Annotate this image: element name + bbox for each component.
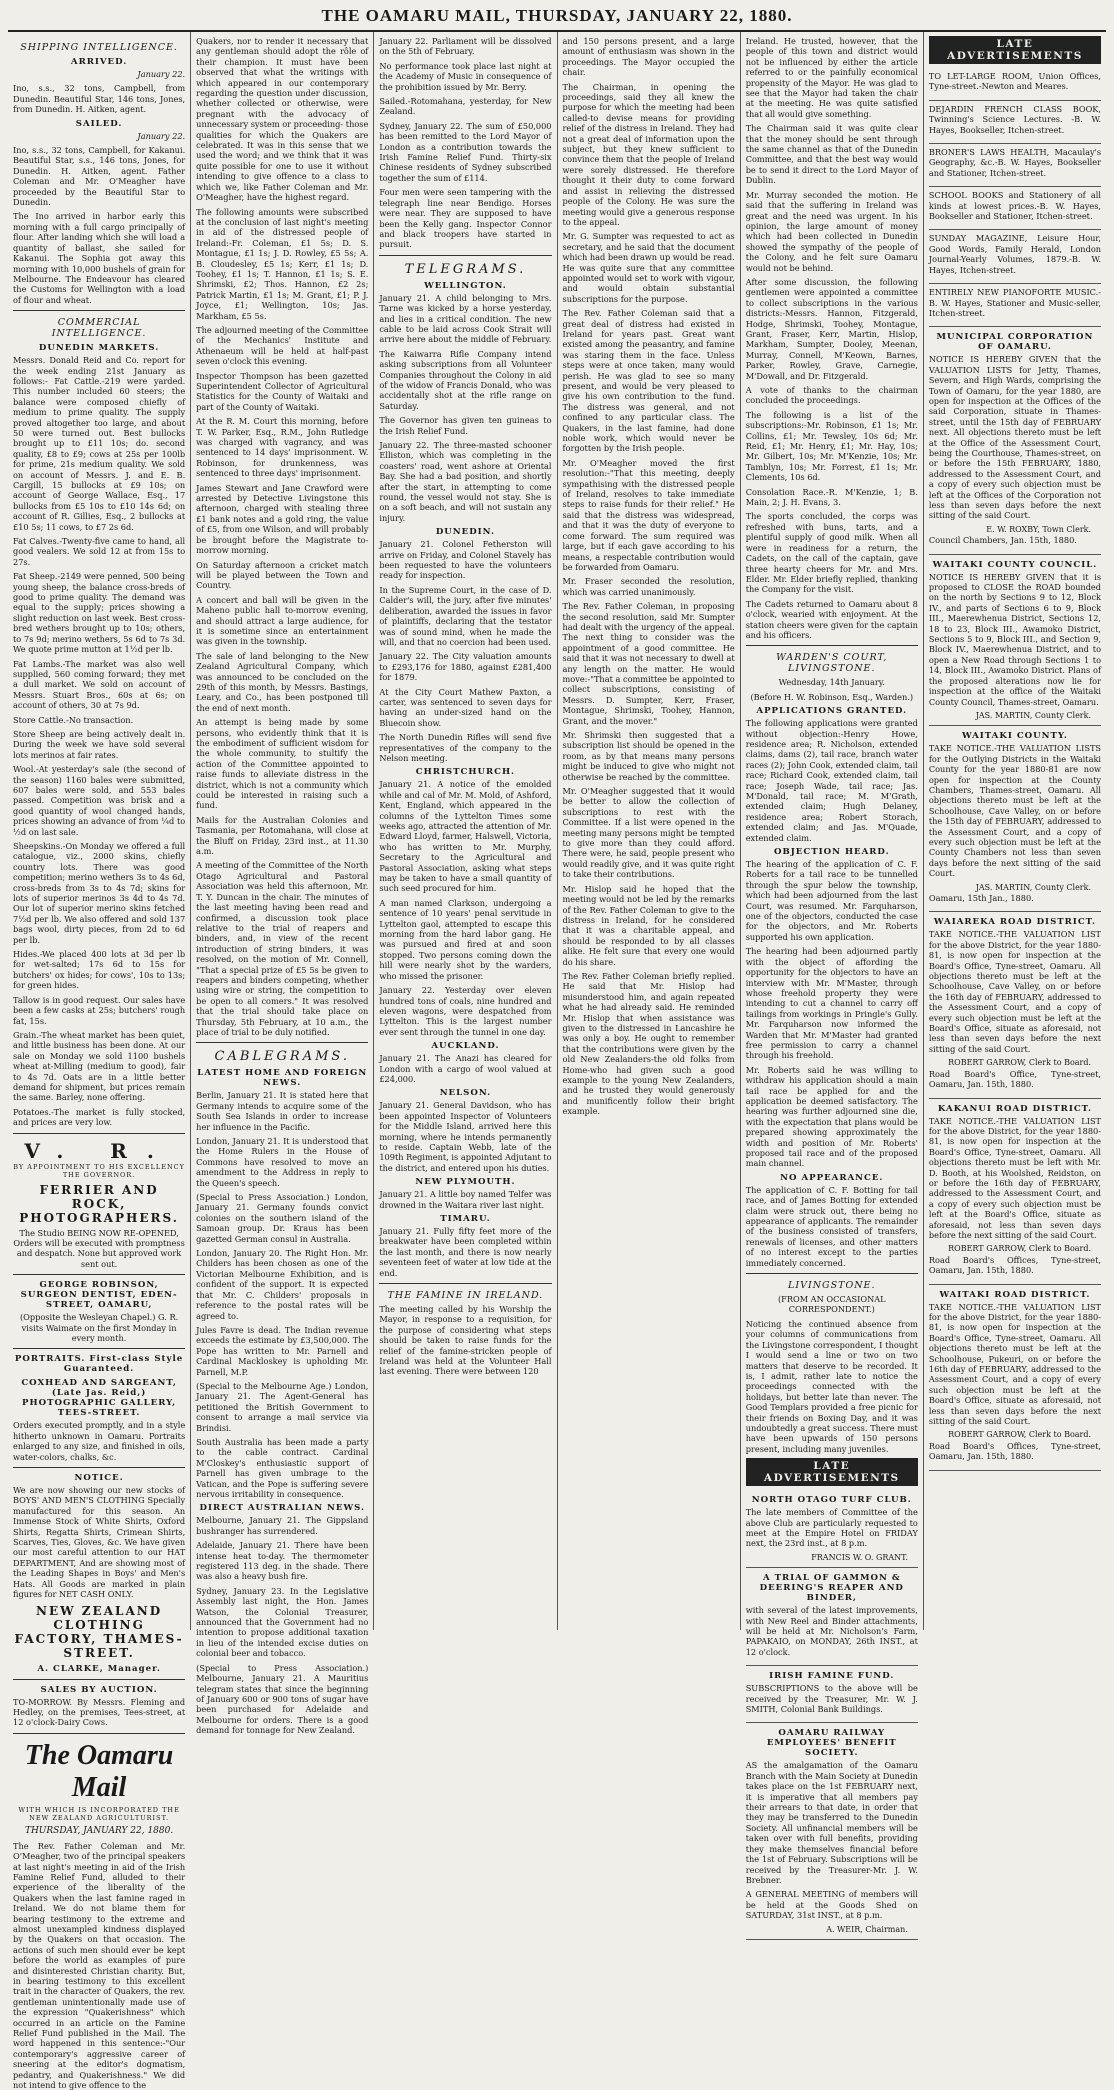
cable-special: (Special to Press Association.) London, January 21. Germany founds convict colonies on the southern island of the Samoan group. Dr. Kraus has been gazetted German consul in Australia. (196, 1192, 369, 1244)
cable-special-2: (Special to the Melbourne Age.) London, January 21. The Agent-General has petitioned the British Government to consent to arrange a mail service via Brindisi. (196, 1380, 369, 1433)
direct-melbourne: Melbourne, January 21. The Gippsland bushranger has surrendered. (196, 1515, 369, 1536)
meeting-text-10: Mr. Hislop said he hoped that the meeting would not be led by the remarks of the Rev. Father Coleman to give to the distress in Ireland, for he considered that it was a charitable appeal, and should be responded to by all classes alike. He felt sure that every one would do his share. (562, 883, 735, 967)
waiareka-signature: ROBERT GARROW, Clerk to Board. (948, 1058, 1092, 1068)
nelson-heading: NELSON. (439, 1088, 492, 1099)
kakanui-signature: ROBERT GARROW, Clerk to Board. (948, 1244, 1092, 1254)
column-2 (191, 32, 374, 1736)
leader-text: The Rev. Father Coleman and Mr. O'Meagher, two of the principal speakers at last night's meeting in aid of the Irish Famine Relief Fund, alluded to their experience of the liberality of the Quakers when the last famine raged in Ireland. We do not blame them for bearing testimony to the extreme and almost unexampled kindness displayed by the Quakers on that occasion. The actions of such men should ever be kept before the world as examples of pure and disinterested Christian charity. But, in bearing testimony to this excellent trait in the character of Quakers, the rev. gentleman unintentionally made use of the expression "Quakerishness" which occurred in an article on the Famine Relief Fund published in the Mail. The word happened in this sentence:-"Our contemporary's aggressive career of sneering at the editor's dogmatism, pedantry, and Quakerishness." We did not intend to give offence to the (13, 1840, 186, 2090)
royal-crest: V. R. (24, 1138, 174, 1163)
ad-to-let-text: TO LET-LARGE ROOM, Union Offices, Tyne-street.-Newton and Meares. (928, 71, 1102, 92)
inspector-text: Inspector Thompson has been gazetted Superintendent Collector of Agricultural Statistics for the County of Waitaki and part of the County of Waitaki. (196, 370, 369, 412)
ad-pianoforte-text: ENTIRELY NEW PIANOFORTE MUSIC.-B. W. Hayes, Stationer and Music-seller, Itchen-street. (928, 287, 1102, 318)
fat-lambs: Fat Lambs.-The market was also well supplied, 560 coming forward; they met a dull market. We sold on account of Messrs. Stuart Bros., 60s at 6s; on account of others, 30 at 7s 9d. (13, 658, 186, 711)
livingstone-heading: LIVINGSTONE. (788, 1280, 876, 1292)
commercial-heading: COMMERCIAL INTELLIGENCE. (51, 317, 147, 340)
arrived-text: Ino, s.s., 32 tons, Campbell, from Dunedin. Beautiful Star, 146 tons, Jones, from Dunedin. H. Aitken, agent. (13, 83, 186, 115)
trial-ad (746, 1568, 918, 1666)
ferrier-text: The Studio BEING NOW RE-OPENED, Orders will be executed with promptness and despatch. None but approved work sent out. (13, 1227, 185, 1269)
ferrier-heading: FERRIER AND ROCK, PHOTOGRAPHERS. (19, 1182, 179, 1225)
meeting-text-8: Mr. Shrimski then suggested that a subscription list should be opened in the room, as by that means many persons might be induced to give who might not otherwise be reached by the committee. (562, 730, 735, 782)
wardens-sub: (Before H. W. Robinson, Esq., Warden.) (750, 691, 914, 702)
arrived-date: January 22. (137, 69, 186, 79)
wool: Wool.-At yesterday's sale (the second of the season) 1160 bales were submitted, 607 bales were sold, and 553 bales passed. Competition was brisk and a good quantity of wool changed hands, prices showing an advance of from ¼d to ½d on last sale. (13, 764, 186, 837)
nelson-text: January 21. General Davidson, who has been appointed Inspector of Volunteers for the Middle Island, arrived here this morning, where he intends permanently to reside. Captain Webb, late of the 109th Regiment, is appointed Adjutant to the district, and entered upon his duties. (379, 1100, 552, 1173)
dunedin-heading: DUNEDIN. (435, 527, 495, 538)
cable-jules: Jules Favre is dead. The Indian revenue exceeds the estimate by £3,500,000. The Pope has written to Mr. Parnell and Cardinal Mackloskey is upholding Mr. Parnell, M.P. (196, 1324, 369, 1377)
irish-fund-ad (746, 1666, 918, 1723)
divider (13, 310, 185, 311)
column-4 (558, 32, 741, 1630)
cable-melbourne: London, January 20. The Right Hon. Mr. Childers has been chosen as one of the Victorian Melbourne Exhibition, and is confident of the support. It is expected that Mr. C. Childers' proposals in reference to the postal rates will be agreed to. (196, 1248, 369, 1321)
fat-calves: Fat Calves.-Twenty-five came to hand, all good vealers. We sold 12 at from 15s to 27s. (13, 536, 186, 567)
tallow: Tallow is in good request. Our sales have been a few casks at 25s; butchers' rough fat, 15s. (13, 994, 186, 1026)
consolation-text: Consolation Race.-R. M'Kenzie, 1; B. Main, 2; J. H. Evans, 3. (745, 486, 918, 508)
meeting-text-2: The Chairman, in opening the proceedings, said they all knew the purpose for which the meeting had been called-to devise means for providing relief of the distress in Ireland. They had not a great deal of information upon the subject, but they knew sufficient to convince them that the people of Ireland were sorely distressed. He therefore thought it their duty to come forward and assist in relieving the distressed people of the Colony. He was sure the meeting would give a generous response to the appeal. (562, 81, 735, 227)
waitaki2-text: TAKE NOTICE.-THE VALUATION LISTS for the Outlying Districts in the Waitaki County for the year 1880-81 are now open for inspection at the County Chambers, Thames-street, Oamaru. All objections thereto must be left at the Schoolhouse, Cave Valley, on or before the 15th day of FEBRUARY, addressed to the Assessment Court, and a copy of every such objection must be left at the County Chambers not less than seven days before the next sitting of the said Court. (928, 743, 1102, 879)
municipal-date: Council Chambers, Jan. 15th, 1880. (928, 535, 1077, 546)
wroad-signature: ROBERT GARROW, Clerk to Board. (948, 1430, 1092, 1440)
columns (8, 32, 1106, 2090)
famine-text: The meeting called by his Worship the Mayor, in response to a requisition, for the purpose of considering what steps should be taken to raise funds for the relief of the famine-stricken people of Ireland was held at the Volunteer Hall last evening. There were between 120 (379, 1304, 552, 1377)
applications-heading: APPLICATIONS GRANTED. (756, 706, 908, 717)
waiareka-date: Road Board's Office, Tyne-street, Oamaru, Jan. 15th, 1880. (928, 1068, 1102, 1090)
supreme-text: In the Supreme Court, in the case of D. Calder's will, the jury, after five minutes' deliberation, awarded the issues in favor of plaintiffs, declaring that the testator was of sound mind, when he made the will, and that no coercion had been used. (379, 584, 552, 647)
irish-heading: IRISH FAMINE FUND. (769, 1671, 895, 1682)
kakanui-ad (929, 1099, 1101, 1285)
divider (13, 1467, 185, 1468)
store-cattle: Store Cattle.-No transaction. (13, 714, 134, 725)
railway-ad (746, 1723, 918, 1940)
meeting-text-3: Mr. G. Sumpter was requested to act as secretary, and he said that the document which had been drawn up would be read. He was quite sure that any committee appointed would set to work with vigour, and would obtain substantial subscriptions for the purpose. (562, 231, 735, 304)
weir-signature: A. WEIR, Chairman. (826, 1924, 908, 1934)
sports-note: The sports concluded, the corps was refreshed with buns, tarts, and a plentiful supply of good milk. When all were in readiness for a return, the Cadets, on the call of the captain, gave three hearty cheers for Mr. and Mrs. Elder. Mr. Elder briefly replied, thanking the Company for the visit. (745, 511, 918, 595)
meeting-text-11: The Rev. Father Coleman briefly replied. He said that Mr. Hislop had misunderstood him, and again repeated what he had already said. He reminded Mr. Hislop that when assistance was given to the distressed in Lancashire he was only a boy. He ought to remember that the contributions were given by the old New Zealanders-the old folks from Home-who had given such a good example to the young New Zealanders, and he trusted they would generously and munificently follow their bright example. (562, 970, 735, 1117)
sales-heading: SALES BY AUCTION. (40, 1684, 158, 1695)
divider (13, 1679, 185, 1680)
municipal-text: NOTICE IS HEREBY GIVEN that the VALUATION LISTS for Jetty, Thames, Severn, and High Wards, comprising the Town of Oamaru, for the year 1880, are open for inspection at the Offices of the said Corporation, situate in Thames-street, until the 15th day of FEBRUARY next. All objections thereto must be left at the Office of the Assessment Court, being the Courthouse, Thames-street, on or before the 15th FEBRUARY, 1880, addressed to the Assessment Court, and a copy of every such objection must be left at the Offices of the Corporation not less than seven days before the next sitting of the said Court. (928, 354, 1102, 521)
sailed-heading: SAILED. (75, 118, 123, 129)
col5-text-2: The Chairman said it was quite clear that the money should be sent through the same channel as that of the Dunedin Committee, and that the best way would be to send it direct to the Lord Mayor of Dublin. (745, 123, 918, 186)
auckland-heading: AUCKLAND. (431, 1041, 500, 1052)
sailed-date: January 22. (137, 130, 186, 141)
waitaki2-date: Oamaru, 15th Jan., 1880. (928, 893, 1034, 903)
waitaki2-signature: JAS. MARTIN, County Clerk. (975, 882, 1092, 892)
waitaki2-heading: WAITAKI COUNTY. (961, 731, 1068, 742)
dentist-heading: GEORGE ROBINSON, SURGEON DENTIST, EDEN-STREET, OAMARU, (20, 1280, 178, 1311)
jan22-text: January 22. Yesterday over eleven hundred tons of coals, nine hundred and eleven wagons, were despatched from Lyttelton. This is the largest number ever sent through the tunnel in one day. (379, 985, 552, 1037)
divider (746, 645, 918, 646)
potatoes: Potatoes.-The market is fully stocked, and prices are very low. (13, 1106, 186, 1128)
ad-dejardin (929, 101, 1101, 144)
kakanui-text: TAKE NOTICE.-THE VALUATION LIST for the above District, for the year 1880-81, is now open for inspection at the Board's Office, Tyne-street, Oamaru. All objections thereto must be left with Mr. D. Booth, at his Woolshed, Reidston, on or before the 16th day of FEBRUARY, addressed to the Assessment Court, and a copy of every such objection must be left at the Board's Office, situate as aforesaid, not less than seven days before the next sitting of the said Court. (928, 1115, 1102, 1240)
no-appearance-heading: NO APPEARANCE. (780, 1172, 884, 1183)
waiareka-heading: WAIAREKA ROAD DISTRICT. (933, 917, 1096, 928)
direct-sydney: Sydney, January 23. In the Legislative Assembly last night, the Hon. James Watson, the Colonial Treasurer, announced that the Government had no intention to propose additional taxation in lieu of the intended excise duties on colonial beer and tobacco. (196, 1585, 369, 1659)
sheepskins: Sheepskins.-On Monday we offered a full catalogue, viz., 2000 skins, chiefly country lots. There was good competition; merino wethers 3s to 4s 6d, cross-breds from 3s to 4s 7d; skins for lots of superior merinos 3s 4d to 4s 7d. Our lot of superior merino skins fetched 7½d per lb. We also offered and sold 137 bags wool, dirty pieces, from 2d to 6d per lb. (13, 841, 186, 945)
masthead: THE OAMARU MAIL, THURSDAY, JANUARY 22, 1880. (8, 6, 1106, 32)
waiareka-ad (929, 912, 1101, 1098)
cable-berlin: Berlin, January 21. It is stated here that Germany intends to acquire some of the South Sea Islands in order to increase her influence in the Pacific. (196, 1090, 369, 1132)
ad-to-let (929, 68, 1101, 101)
city-court-text: At the City Court Mathew Paxton, a carter, was sentenced to seven days for having an under-sized hand on the Bluecoin show. (379, 686, 552, 728)
fat-sheep: Fat Sheep.-2149 were penned, 500 being young sheep, the balance cross-breds of good to prime quality. The demand was equal to the supply; prices showing a slight reduction on last week. Best cross-bred wethers brought up to 10s; others, to 7s 9d; merino wethers, 5s 6d to 7s 3d. We quote prime mutton at 1½d per lb. (13, 571, 186, 655)
governor-text: The Governor has given ten guineas to the Irish Relief Fund. (379, 415, 552, 436)
auckland-text: January 21. The Anazi has cleared for London with a cargo of wool valued at £24,000. (379, 1053, 552, 1084)
direct-adelaide: Adelaide, January 21. There have been intense heat to-day. The thermometer registered 113 deg. in the shade. There was also a heavy bush fire. (196, 1540, 369, 1582)
col5-text-6: The following is a list of the subscriptions:-Mr. Robinson, £1 1s; Mr. Collins, £1; Mr. Tewsley, 10s 6d; Mr. Reid, £1; Mr. Henry, £1; Mr. Hay, 10s; Mr. Gilbert, 10s; Mr. M'Kenzie, 10s; Mr. Tamblyn, 10s; Mr. Forrest, £1 1s; Mr. Clements, 10s 6d. (745, 409, 918, 483)
store-sheep: Store Sheep are being actively dealt in. During the week we have sold several lots merinos at fair rates. (13, 728, 186, 760)
ad-broner (929, 144, 1101, 187)
stewart-text: James Stewart and Jane Crawford were arrested by Detective Livingstone this afternoon, charged with stealing three £1 bank notes and a gold ring, the value of £5, from one Wilson, and will probably be brought before the Magistrate to-morrow morning. (196, 482, 369, 556)
meeting-text-1: and 150 persons present, and a large amount of enthusiasm was shown in the proceedings. The Mayor occupied the chair. (562, 36, 735, 78)
turf-club-ad (746, 1490, 918, 1568)
mails-text: Mails for the Australian Colonies and Tasmania, per Rotomahana, will close at the Bluff on Friday, 23rd inst., at 11.30 a.m. (196, 814, 369, 857)
academy-text: No performance took place last night at the Academy of Music in consequence of the prohibition issued by Mr. Berry. (379, 60, 552, 92)
direct-melbourne-2: (Special to Press Association.) Melbourne, January 21. A Mauritius telegram states that since the beginning of January 600 or 900 tons of sugar have been purchased for Adelaide and Melbourne for orders. There is a good demand for tonnage for New Zealand. (196, 1662, 369, 1736)
cable-london: London, January 21. It is understood that the Home Rulers in the House of Commons have resolved to move an amendment to the Address in reply to the Queen's speech. (196, 1136, 369, 1188)
objection-text: The hearing of the application of C. F. Roberts for a tail race to be tunnelled through the spur below the township, which had been adjourned from the last Court, was resumed. Mr. Farquharson, one of the objectors, conducted the case for the objectors, and Mr. Roberts supported his own application. (745, 859, 918, 942)
divider (13, 1133, 185, 1134)
ad-school-books-text: SCHOOL BOOKS and Stationery of all kinds at lowest prices.-B. W. Hayes, Bookseller and Stationer, Itchen-street. (928, 190, 1102, 222)
wroad-text: TAKE NOTICE.-THE VALUATION LIST for the above District, for the year 1880-81, is now open for inspection at the Board's Office, Tyne-street, Oamaru. All objections thereto must be left at the Schoolhouse, Pukeuri, on or before the 16th day of FEBRUARY, addressed to the Assessment Court, and a copy of every such objection must be left at the Board's Office, situate as aforesaid, not less than seven days before the next sitting of the said Court. (928, 1301, 1102, 1427)
meeting-text-7: The Rev. Father Coleman, in proposing the second resolution, said Mr. Sumpter had dealt with the urgency of the appeal. The next thing to consider was the appointment of a good committee. He said that it was not necessary to dwell at any length on the matter. He would move:-"That a committee be appointed to collect subscriptions, consisting of Messrs. D. Sumpter, Kerr, Fraser, Montague, Shrimski, Toohey, Hannon, Grant, and the mover." (562, 601, 735, 726)
column-5 (741, 32, 924, 1934)
concert-text: A concert and ball will be given in the Maheno public hall to-morrow evening, and should attract a large audience, for it is sometime since an entertainment was given in the township. (196, 594, 369, 647)
col5-text-5: A vote of thanks to the chairman concluded the proceedings. (745, 385, 918, 406)
paper-subtitle: WITH WHICH IS INCORPORATED THE NEW ZEALAND AGRICULTURIST. (18, 1805, 180, 1822)
four-men-text: Four men were seen tampering with the telegraph line near Bendigo. Horses were near. They are supposed to have been the Kelly gang. Inspector Connor and black troopers have started in pursuit. (379, 187, 552, 250)
wellington-text: January 21. A child belonging to Mrs. Tarne was kicked by a horse yesterday, and lies in a critical condition. The new cable to be laid across Cook Strait will arrive here about the middle of February. (379, 292, 552, 345)
direct-heading: DIRECT AUSTRALIAN NEWS. (199, 1503, 365, 1514)
ad-broner-text: BRONER'S LAWS HEALTH, Macaulay's Geography, &c.-B. W. Hayes, Bookseller and Stationer, Itchen-street. (928, 147, 1102, 178)
column-6 (924, 32, 1106, 1630)
nz-clothing-heading: NEW ZEALAND CLOTHING FACTORY, THAMES-STREET. (14, 1603, 184, 1660)
irish-text: SUBSCRIPTIONS to the above will be received by the Treasurer, Mr. W. J. SMITH, Colonial Bank Buildings. (745, 1683, 918, 1715)
clarkson-text: A man named Clarkson, undergoing a sentence of 10 years' penal servitude in Lyttelton gaol, attempted to escape this morning from the hard labor gang. He was pursued and fired at and soon stopped. Two persons coming down the hill were nearly shot by the warders, who missed the prisoner. (379, 897, 552, 981)
dentist-text: (Opposite the Wesleyan Chapel.) G. R. visits Waimate on the first Monday in every month. (19, 1312, 179, 1343)
waitaki-road-ad (929, 1285, 1101, 1471)
mechanics-text: The adjourned meeting of the Committee of the Mechanics' Institute and Athenaeum will be held at half-past seven o'clock this evening. (196, 324, 369, 367)
column-3 (374, 32, 557, 1630)
divider (13, 1733, 185, 1734)
continued-text: Quakers, nor to render it necessary that any gentleman should adopt the rôle of their champion. It must have been observed that what the writings with which appeared in our contemporary regarding the question under discussion, whether collected or otherwise, were pregnant with the advocacy of unnecessary system or proceeding- those qualities for which the Quakers are celebrated. It was in this sense that we used the word; and we think that it was quite possible for one to use it without intending to give offence to a class to which we, like Father Coleman and Mr. O'Meagher, have the highest regard. (196, 36, 369, 203)
meeting-text-4: The Rev. Father Coleman said that a great deal of distress had existed in Ireland for years past. Great want existed among the peasantry, and famine was staring them in the face. Unless steps were at once taken, many would perish. He was glad to see so many present, and would be very pleased to give his own contribution to the fund. The distress was general, and not confined to any particular class. The Quakers, in the last famine, had done noble work, which would never be forgotten by the Irish people. (562, 308, 735, 454)
divider (379, 255, 551, 256)
dunedin-text: January 21. Colonel Fetherston will arrive on Friday, and Colonel Stavely has been requested to have the volunteers ready for inspection. (379, 539, 552, 581)
wellington-heading: WELLINGTON. (424, 280, 507, 291)
paper-logo: The Oamaru Mail (24, 1739, 174, 1803)
meeting-text-6: Mr. Fraser seconded the resolution, which was carried unanimously. (562, 576, 735, 597)
objection-heading: OBJECTION HEARD. (773, 847, 890, 858)
general-meeting-text: A GENERAL MEETING of members will be held at the Goods Shed on SATURDAY, 31st INST., at 8 p.m. (745, 1889, 918, 1921)
sales-text: TO-MORROW. By Messrs. Fleming and Hedley, on the premises, Tees-street, at 12 o'clock-Dairy Cows. (13, 1696, 186, 1728)
notice-text: We are now showing our new stocks of BOYS' AND MEN'S CLOTHING Specially manufactured for this season. An Immense Stock of White Shirts, Oxford Shirts, Regatta Shirts, Crimean Shirts, Scarves, Ties, Gloves, &c. We have given our most careful attention to our HAT DEPARTMENT, And are showing most of the Leading Shapes in Boys' and Men's Hats. All Goods are marked in plain figures for NET CASH ONLY. (13, 1485, 186, 1600)
wardens-heading: WARDEN'S COURT, LIVINGSTONE. (776, 652, 888, 675)
turf-signature: FRANCIS W. O. GRANT. (811, 1552, 908, 1562)
turf-heading: NORTH OTAGO TURF CLUB. (751, 1495, 912, 1506)
cable-south: South Australia has been made a party to the cable contract. Cardinal M'Closkey's enthusiastic support of Parnell has given umbrage to the Vatican, and the Pope is suffering severe nervous irritability in consequence. (196, 1436, 369, 1499)
meeting-text-5: Mr. O'Meagher moved the first resolution:-"That this meeting, deeply sympathising with the distressed people of Ireland, resolves to take immediate steps to raise funds for their relief." He said that the distress was widespread, and that it was the duty of everyone to come forward. The sum required was large, but if each gave according to his means, a respectable contribution would be forwarded from Oamaru. (562, 457, 735, 572)
waitaki-county-ad (929, 726, 1101, 912)
ad-school-books (929, 187, 1101, 230)
waitaki-text: NOTICE IS HEREBY GIVEN that it is proposed to CLOSE the ROAD bounded on the north by Sections 9 to 12, Block IV., and parts of Sections 6 to 9, Block III., Maerewhenua District, Sections 12, 18 to 23, Block III., Awamoko District, Sections 5 to 9, Block III., and Section 9, Block IV., Maerewhenua District, and to open a New Road through Sections 1 to 14, Block III., Awamoko District. Plans of the proposed alterations now lie for inspection at the office of the Waitaki County Council, Thames-street, Oamaru. (928, 571, 1102, 707)
kakanui-date: Road Board's Offices, Tyne-street, Oamaru, Jan. 15th, 1880. (928, 1254, 1102, 1276)
coxhead-text: Orders executed promptly, and in a style hitherto unknown in Oamaru. Portraits enlarged to any size, and finished in oils, water-colors, chalks, &c. (13, 1420, 186, 1462)
applications-text: The following applications were granted without objection:-Henry Howe, residence area; R. Nicholson, extended claims, dams (2), tail race, branch water races (2); John Cook, extended claim, tail race; Richard Cook, extended claim, tail race; Joseph Wade, tail race; Jas. M'Donald, tail race; M. M'Grath, extended claim; Hugh Delaney, residence area; Robert Storach, extended claim; and Jas. M'Quade, extended claim. (745, 718, 918, 843)
cadets-return: The Cadets returned to Oamaru about 8 o'clock, wearied with enjoyment. At the station cheers were given for the captain and his officers. (745, 598, 918, 640)
railway-text: AS the amalgamation of the Oamaru Branch with the Main Society at Dunedin takes place on the 1st FEBRUARY next, it is imperative that all members pay their arrears to that date, in order that they may be transferred to the Dunedin Society. All unfinancial members will be taken over with full benefits, providing they make themselves financial before the 1st of February. Subscriptions will be received by the Treasurer-Mr. J. W. Brebner. (745, 1760, 918, 1885)
objection-text-2: The hearing had been adjourned partly with the object of affording the opportunity for the objectors to have an interview with Mr. M'Master, through whose freehold property they were intending to cut a channel to carry off tailings from workings in Pringle's Gully. Mr. Farquharson now informed the Warden that Mr. M'Master had granted free permission to carry a channel through his freehold. (745, 946, 918, 1061)
livingstone-text: Noticing the continued absence from your columns of communications from the Livingstone correspondent, I thought I would send a line or two on two matters that deserve to be recorded. It is, I admit, rather late to notice the proceedings connected with the holidays, but better late than never. The Good Templars provided a free picnic for their friends on Boxing Day, and it was undoubtedly a great success. There must have been upwards of 150 persons present, including many juveniles. (745, 1318, 918, 1454)
trial-text: with several of the latest improvements, with New Reel and Binder attachments, will be held at Mr. Nicholson's Farm, PAPAKAIO, on MONDAY, 26th INST., at 12 o'clock. (745, 1605, 918, 1657)
city-valuation-text: January 22. The City valuation amounts to £293,176 for 1880, against £281,400 for 1879. (379, 651, 552, 683)
sailed-text: Sailed.-Rotomahana, yesterday, for New Zealand. (379, 96, 552, 117)
col5-text-3: Mr. Murray seconded the motion. He said that the suffering in Ireland was great and the need was urgent. In his opinion, the large amount of money which had been collected in Dunedin showed the sympathy of the people of the Colony, and he felt sure Oamaru would not be behind. (745, 189, 918, 273)
wroad-date: Road Board's Offices, Tyne-street, Oamaru, Jan. 15th, 1880. (928, 1440, 1102, 1462)
divider (13, 1274, 185, 1275)
subscriptions-text: The following amounts were subscribed at the conclusion of last night's meeting in aid of the distressed people of Ireland:-Fr. Coleman, £1 5s; D. S. Montague, £1 1s; J. D. Rowley, £5 5s; A. B. Cloudesley, £5 1s; Kerr, £1 1s; D. Toohey, £1 1s; T. Hannon, £1 1s; S. E. Shrimski, £2; Thos. Hannon, £2 2s; Patrick Martin, £1 1s; M. Grant, £1; P. J. Joyce, £1; Wellington, 10s; Jas. Markham, £5 5s. (196, 206, 369, 321)
cable-subheading: LATEST HOME AND FOREIGN NEWS. (197, 1068, 368, 1089)
kaiwarra-text: The Kaiwarra Rifle Company intend asking subscriptions from all Volunteer Companies throughout the Colony in aid of the widow of Francis Donald, who was accidentally shot at the rifle range on Saturday. (379, 348, 552, 411)
livingstone-sub: (FROM AN OCCASIONAL CORRESPONDENT.) (777, 1294, 886, 1315)
cricket-text: On Saturday afternoon a cricket match will be played between the Town and Country. (196, 559, 369, 591)
coxhead-heading: COXHEAD AND SARGEANT, (Late Jas. Reid,) PHOTOGRAPHIC GALLERY, TEES-STREET. (21, 1378, 177, 1419)
waitaki-heading: WAITAKI COUNTY COUNCIL. (932, 559, 1098, 570)
ad-sunday-magazine (929, 230, 1101, 284)
sailed-text: Ino, s.s., 32 tons, Campbell, for Kakanui. Beautiful Star, s.s., 146 tons, Jones, for Dunedin. H. Aitken, agent. Father Coleman and Mr. O'Meagher have proceeded by the Beautiful Star to Dunedin. (13, 145, 186, 208)
shipping-notes: The Ino arrived in harbor early this morning with a full cargo principally of flour. After landing which she will load a quantity of ballast, she sailed for Kakanui. The Sophia got away this morning with 10,000 bushels of grain for Melbourne. The Endeavour has cleared the Customs for Wellington with a load of flour and wheat. (13, 211, 186, 305)
railway-heading: OAMARU RAILWAY EMPLOYEES' BENEFIT SOCIETY. (766, 1728, 897, 1759)
municipal-heading: MUNICIPAL CORPORATION OF OAMARU. (936, 332, 1094, 353)
new-plymouth-heading: NEW PLYMOUTH. (415, 1177, 516, 1188)
court-text: At the R. M. Court this morning, before T. W. Parker, Esq., R.M., John Rutledge was charged with vagrancy, and was sentenced to 14 days' imprisonment. W. Robinson, for drunkenness, was sentenced to three days' imprisonment. (196, 416, 369, 479)
pastoral-text: A meeting of the Committee of the North Otago Agricultural and Pastoral Association was held this afternoon, Mr. T. Y. Duncan in the chair. The minutes of the last meeting having been read and confirmed, a discussion took place relative to the trial of reapers and binders, and, in view of the recent introduction of string binders, it was resolved, on the motion of Mr. Connell, "That a special prize of £5 5s be given to reapers and binders competing, whether using wire or string, the competition to be open to all comers." It was resolved that the trial should take place on Thursday, 5th February, at 10 a.m., the place of trial to be duly notified. (196, 860, 369, 1037)
attempt-text: An attempt is being made by some persons, who evidently think that it is the embodiment of sufficient wisdom for the whole community, to stultify the action of the Committee appointed to raise funds to alleviate distress in the district, which is not a community which could be interested in raising such a fund. (196, 717, 369, 811)
late-adverts-heading-2: LATE ADVERTISEMENTS (929, 36, 1101, 64)
meeting-text-9: Mr. O'Meagher suggested that it would be better to allow the collection of subscriptions to rest with the Committee. If a list were opened in the meeting many persons might be tempted to give more than they could afford. There were, he said, people present who would readily give, and it was quite right to take their contributions. (562, 786, 735, 880)
portraits-heading: PORTRAITS. First-class Style Guaranteed. (14, 1354, 184, 1375)
telegrams-heading: TELEGRAMS. (404, 261, 527, 277)
wroad-heading: WAITAKI ROAD DISTRICT. (939, 1289, 1091, 1300)
clarke-signature: A. CLARKE, Manager. (37, 1663, 161, 1674)
municipal-ad (929, 327, 1101, 554)
timaru-heading: TIMARU. (440, 1214, 491, 1224)
grain: Grain.-The wheat market has been quiet, and little business has been done. At our sale on Monday we sold 1100 bushels wheat at-Milling (medium to good), fair to 4s 7d. Oats are in a little better demand for shipment, but prices remain the same. Barley, none offering. (13, 1029, 186, 1103)
wardens-date: Wednesday, 14th January. (778, 677, 885, 688)
sydney-text: Sydney, January 22. The sum of £50,000 has been remitted to the Lord Mayor of London as a contribution towards the Irish Famine Relief Fund. Thirty-six Chinese residents of Sydney subscribed together the sum of £114. (379, 120, 552, 183)
no-appearance-text: The application of C. F. Botting for tail race, and of James Botting for extended claim were struck out, there being no appearance of applicants. The remainder of the business consisted of transfers, renewals of licenses, and other matters of no interest except to the parties immediately concerned. (745, 1184, 918, 1268)
column-1 (8, 32, 191, 2090)
notice-heading: NOTICE. (74, 1473, 124, 1484)
markets-heading: DUNEDIN MARKETS. (38, 343, 160, 354)
col5-text-1: Ireland. He trusted, however, that the people of this town and district would not be influenced by either the article referred to or the painfully economical propensity of the Mayor. He was glad to see that the Mayor had taken the chair at the meeting. He was quite satisfied that all would give something. (745, 36, 918, 119)
elliston-text: January 22. The three-masted schooner Elliston, which was completing in the coasters' road, went ashore at Oriental Bay. She had a bad position, and shortly after the start, in attempting to come round, the vessel would not stay. She is on a soft beach, and will not sustain any injury. (379, 440, 552, 523)
shipping-heading: SHIPPING INTELLIGENCE. (20, 42, 178, 53)
new-plymouth-text: January 21. A little boy named Telfer was drowned in the Waitara river last night. (379, 1189, 552, 1210)
ad-pianoforte (929, 284, 1101, 327)
christchurch-text: January 21. A notice of the emolded while and cal of Mr. M. Mold, of Ashford, Kent, England, which appeared in the columns of the Lyttelton Times some weeks ago, attracted the attention of Mr. Edward Lloyd, farmer, Halswell, Victoria, who has written to Mr. Murphy, Secretary to the Agricultural and Pastoral Association, asking what steps may be taken to have a small quantity of such seed procured for him. (379, 779, 552, 894)
appointment-text: BY APPOINTMENT TO HIS EXCELLENCY THE GOVERNOR. (13, 1162, 185, 1179)
kakanui-heading: KAKANUI ROAD DISTRICT. (937, 1103, 1092, 1114)
arrived-heading: ARRIVED. (70, 57, 128, 67)
objection-text-3: Mr. Roberts said he was willing to withdraw his application should a main tail race be applied for and the application be deemed satisfactory. The hearing was further adjourned sine die, with the expectation that plans would be prepared showing approximately the width and position of Mr. Roberts' proposed tail race and of the proposed main channel. (745, 1064, 918, 1169)
markets-text: Messrs. Donald Reid and Co. report for the week ending 21st January as follows:- Fat Cattle.-219 were yarded. This number included 60 steers; the balance were composed chiefly of medium to prime quality. The supply proved altogether too large, and about 50 were turned out. Best bullocks brought up to £11 10s; do. second quality, £8 to £9; cows at 25s per 100lb for prime, 21s medium quality. We sold on account of Messrs. J. and E. B. Cargill, 15 bullocks at £9 10s; on account of George Wallace, Esq., 17 bullocks from £5 10s to £10 14s 6d; on account of R. Gillies, Esq., 2 bullocks at £10 5s; 11 cows, to £7 2s 6d. (13, 355, 186, 532)
hides: Hides.-We placed 400 lots at 3d per lb for wet-salted; 17s 6d to 15s for butchers' ox hides; for cows', 10s to 13s; for green hides. (13, 949, 186, 991)
timaru-text: January 21. Fully fifty feet more of the breakwater have been completed within the last month, and there is now nearly seventeen feet of water at low tide at the end. (379, 1226, 552, 1278)
late-adverts-heading: LATE ADVERTISEMENTS (746, 1458, 918, 1486)
north-dunedin-text: The North Dunedin Rifles will send five representatives of the company to the Nelson meeting. (379, 732, 552, 763)
parliament-text: January 22. Parliament will be dissolved on the 5th of February. (379, 36, 552, 57)
divider (379, 1283, 551, 1284)
waitaki-council-ad (929, 555, 1101, 727)
ad-sunday-magazine-text: SUNDAY MAGAZINE, Leisure Hour, Good Words, Family Herald, London Journal-Yearly Volumes, 1879.-B. W. Hayes, Itchen-street. (928, 233, 1102, 275)
divider (13, 1348, 185, 1349)
famine-heading: THE FAMINE IN IRELAND. (387, 1290, 544, 1302)
waitaki-signature: JAS. MARTIN, County Clerk. (975, 710, 1092, 720)
turf-text: The late members of Committee of the above Club are particularly requested to meet at the Empire Hotel on FRIDAY next, the 23rd inst., at 8 p.m. (745, 1507, 918, 1549)
col5-text-4: After some discussion, the following gentlemen were appointed a committee to collect subscriptions in the various districts:-Messrs. Hannon, Fitzgerald, Hodge, Shrimski, Toohey, Montague, Grant, Fraser, Kerr, Martin, Hislop, Markham, Sumpter, Dooley, Meenan, Murray, Connell, M'Keown, Barnes, Parker, Rowley, Grave, Carnegie, M'Dowall, and Dr. Fitzgerald. (745, 276, 918, 381)
christchurch-heading: CHRISTCHURCH. (415, 767, 516, 778)
paper-date: THURSDAY, JANUARY 22, 1880. (24, 1825, 174, 1836)
divider (746, 1273, 918, 1274)
divider (196, 1042, 368, 1043)
cablegrams-heading: CABLEGRAMS. (214, 1049, 350, 1065)
municipal-signature: E. W. ROXBY, Town Clerk. (986, 524, 1092, 534)
agri-hall-text: The sale of land belonging to the New Zealand Agricultural Company, which was announced to be concluded on the 29th of this month, by Messrs. Bastings, Leary, and Co., has been postponed till the end of next month. (196, 650, 369, 713)
ad-dejardin-text: DEJARDIN FRENCH CLASS BOOK, Twinning's Science Lectures. -B. W. Hayes, Bookseller, Itchen-street. (928, 103, 1102, 135)
trial-heading: A TRIAL OF GAMMON & DEERING'S REAPER AND BINDER, (759, 1573, 904, 1604)
waiareka-text: TAKE NOTICE.-THE VALUATION LIST for the above District, for the year 1880-81, is now open for inspection at the Board's Office, Tyne-street, Oamaru. All objections thereto must be left at the Schoolhouse, Cave Valley, on or before the 16th day of FEBRUARY, addressed to the Assessment Court, and a copy of every such objection must be left at the Board's Office, situate as aforesaid, not less than seven days before the next sitting of the said Court. (928, 929, 1102, 1054)
